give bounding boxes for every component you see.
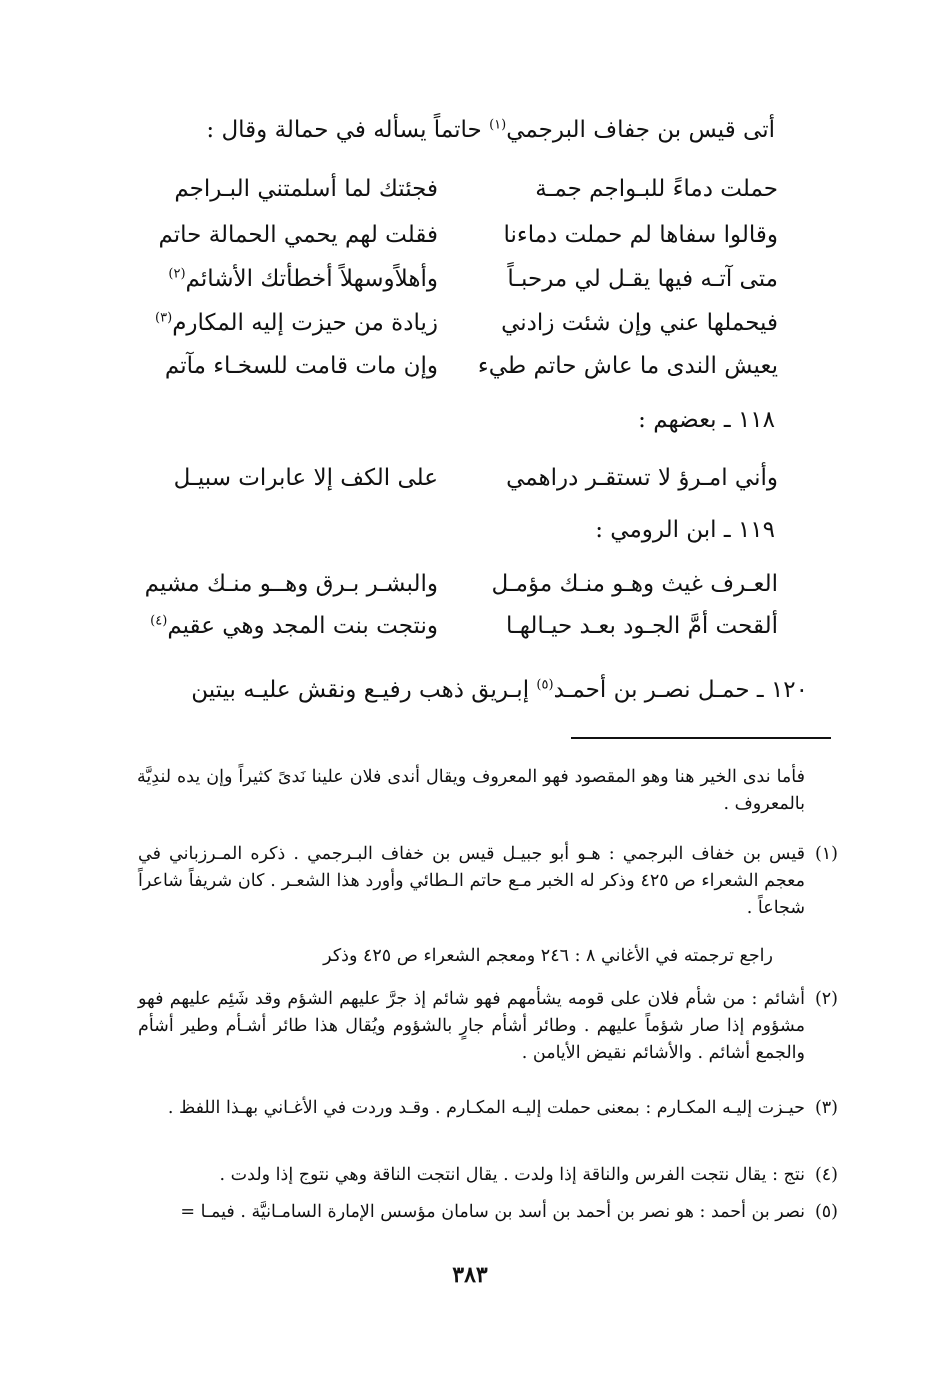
poem-1-verse-1 [118, 172, 808, 206]
section-119-verse-1 [118, 567, 808, 601]
verse-second-hemistich: فجئتك لما أسلمتني البـراجم [174, 176, 438, 202]
footnote-1 [138, 841, 838, 922]
intro-line [135, 115, 775, 145]
footnote-number: (٣) [814, 1098, 838, 1118]
footnote-number: (٥) [814, 1202, 838, 1222]
verse-first-hemistich: حملت دماءً للبـواجم جمـة [535, 176, 778, 202]
footnote-mark-4: (٤) [150, 613, 168, 629]
footnote-text: حيـزت إليـه المكـارم : بمعنى حملت إليـه المكـارم . وقـد وردت في الأغـاني بهـذا اللفظ . [167, 1098, 805, 1118]
poem-1-verse-3 [118, 262, 808, 296]
verse-first-hemistich: فيحملها عني وإن شئت زادني [501, 310, 778, 336]
verse-second-hemistich: وأهلاًوسهلاً أخطأتك الأشائم$^{(٢)}$ [168, 266, 438, 292]
verse-first-hemistich: العـرف غيث وهـو منـك مؤمـل [491, 571, 778, 597]
footnote-continuation: فأما ندى الخير هنا وهو المقصود فهو المعروف ويقال أندى فلان علينا نَدىً كثيراً وإن يده لندِيَّة بالمعروف . [137, 767, 805, 814]
intro-text-after: حاتماً يسأله في حمالة وقال : [206, 117, 490, 143]
footnote-mark-3: (٣) [155, 310, 173, 326]
verse-second-hemistich: وإن مات قامت للسخـاء مآتم [164, 353, 438, 379]
section-119-verse-2 [118, 609, 808, 643]
footnote-separator [571, 737, 831, 739]
verse-second-hemistich: والبشـر بـرق وهــو منـك مشيم [144, 571, 438, 597]
footnote-5 [138, 1199, 838, 1226]
footnote-number: (١) [814, 844, 838, 864]
footnote-text: أشائم : من شأم فلان على قومه يشأمهم فهو شائم إذ جرَّ عليهم الشؤم وقد شَئِم عليهم فهو مشؤوم إذا صار شؤماً عليهم . وطائر أشأم جارٍ بالشؤوم ويُقال هذا طائر أشـأم وطير أشأم والجمع أشائم . والأشائم نقيض الأيامن . [138, 989, 805, 1063]
footnote-3 [138, 1095, 838, 1122]
intro-text-before: أتى قيس بن جفاف البرجمي [506, 117, 775, 143]
section-120-line: ١٢٠ ـ حمـل نصـر بن أحمـد$^{(٥)}$ إبـريق ذهب رفيـع ونقش عليـه بيتين [191, 677, 808, 703]
footnote-number: (٢) [814, 989, 838, 1009]
verse-first-hemistich: وقالوا سفاها لم حملت دماءنا [503, 222, 778, 248]
footnote-text: نصر بن أحمد : هو نصر بن أحمد بن أسد بن سامان مؤسس الإمارة السامـانيَّة . فيمـا = [180, 1202, 805, 1222]
section-118-verse [118, 461, 808, 495]
footnote-1-reference: راجع ترجمته في الأغاني ٨ : ٢٤٦ ومعجم الشعراء ص ٤٢٥ وذكر [323, 946, 773, 966]
verse-second-hemistich: فقلت لهم يحمي الحمالة حاتم [158, 222, 438, 248]
verse-first-hemistich: متى آتـه فيها يقـل لي مرحبـاً [507, 266, 778, 292]
footnote-mark-2: (٢) [168, 266, 186, 282]
section-119-heading: ١١٩ ـ ابن الرومي : [595, 517, 775, 543]
poem-1-verse-4 [118, 306, 808, 340]
verse-first-hemistich: يعيش الندى ما عاش حاتم طيء [477, 353, 778, 379]
verse-first-hemistich: وأني امـرؤ لا تستقـر دراهمي [506, 465, 778, 491]
footnote-4 [138, 1162, 838, 1189]
footnote-2 [138, 986, 838, 1067]
section-118-heading: ١١٨ ـ بعضهم : [638, 407, 775, 433]
verse-second-hemistich: زيادة من حيزت إليه المكارم$^{(٣)}$ [155, 310, 438, 336]
verse-second-hemistich: على الكف إلا عابرات سبيـل [173, 465, 438, 491]
footnote-number: (٤) [814, 1165, 838, 1185]
poem-1-verse-5 [118, 349, 808, 383]
footnote-text: نتج : يقال نتجت الفرس والناقة إذا ولدت . يقال انتجت الناقة وهي نتوج إذا ولدت . [219, 1165, 805, 1185]
footnote-text: قيس بن خفاف البرجمي : هـو أبو جبيـل قيس بن خفاف البـرجمي . ذكره المـرزباني في معجم الشعراء ص ٤٢٥ وذكر له الخبر مـع حاتم الـطائي وأورد هذا الشعـر . كان شريفاً شاعراً شجاعاً . [138, 844, 805, 918]
page-number: ٣٨٣ [452, 1262, 488, 1288]
verse-first-hemistich: ألقحت أمَّ الجـود بعـد حيـالهـا [505, 613, 778, 639]
footnote-mark-1: (١) [489, 117, 507, 133]
verse-second-hemistich: ونتجت بنت المجد وهي عقيم$^{(٤)}$ [150, 613, 438, 639]
poem-1-verse-2 [118, 218, 808, 252]
footnote-mark-5: (٥) [536, 677, 554, 693]
